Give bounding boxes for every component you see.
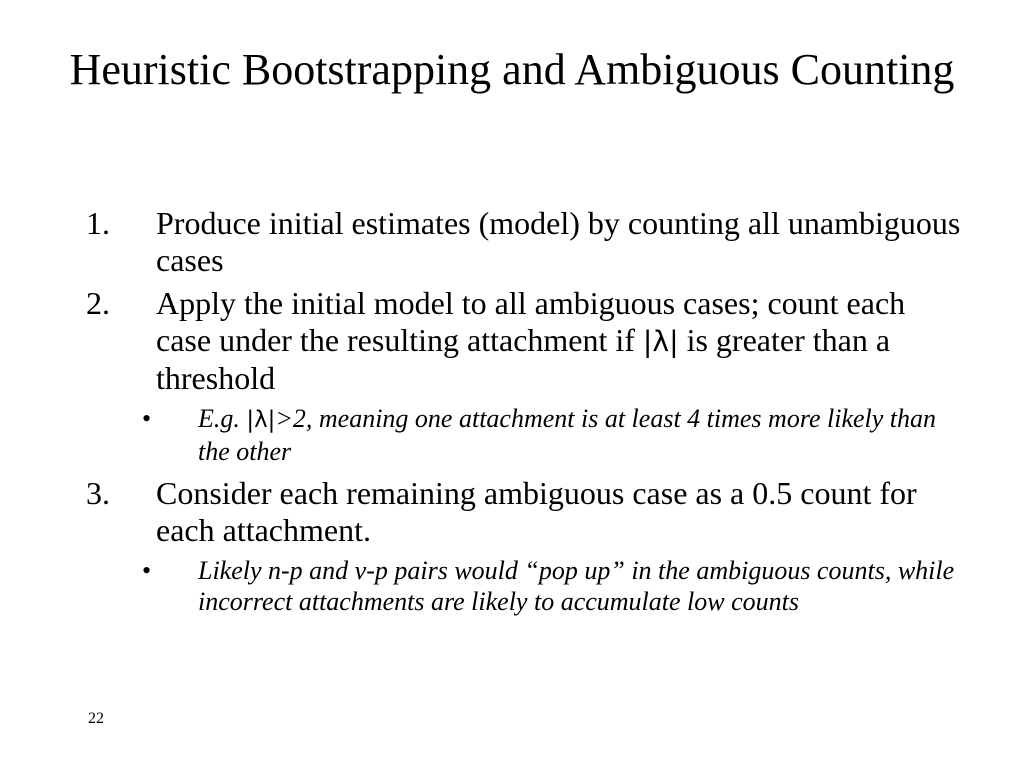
list-item-3	[86, 475, 966, 549]
item-number: 3.	[86, 475, 110, 511]
item-text-part: is greater than a threshold	[156, 322, 891, 396]
sub-text-part: >2, meaning one attachment is at least 4 times more likely than the other	[198, 404, 937, 466]
sub-text: Likely n-p and v-p pairs would “pop up” in the ambiguous counts, while incorrect attachments are likely to accumulate low counts	[198, 556, 955, 616]
list-item-1	[86, 205, 966, 279]
lambda-symbol: |λ|	[642, 325, 679, 358]
sub-bullet-item	[86, 555, 966, 617]
item-text: Consider each remaining ambiguous case as a 0.5 count for each attachment.	[156, 475, 917, 548]
page-number: 22	[88, 710, 104, 727]
sub-text-part: E.g.	[198, 404, 247, 433]
lambda-symbol: |λ|	[246, 407, 276, 433]
numbered-list	[86, 205, 966, 625]
sub-bullet-item	[86, 403, 966, 467]
item-number: 1.	[86, 205, 110, 241]
item-number: 2.	[86, 285, 110, 321]
list-item-2	[86, 285, 966, 397]
bullet-icon: •	[142, 556, 152, 585]
item-text: Produce initial estimates (model) by counting all unambiguous cases	[156, 205, 961, 278]
item-text-part: Apply the initial model to all ambiguous cases; count each case under the resulting attachment if	[156, 285, 906, 358]
slide-title: Heuristic Bootstrapping and Ambiguous Counting	[69, 45, 955, 94]
bullet-icon: •	[142, 404, 152, 433]
